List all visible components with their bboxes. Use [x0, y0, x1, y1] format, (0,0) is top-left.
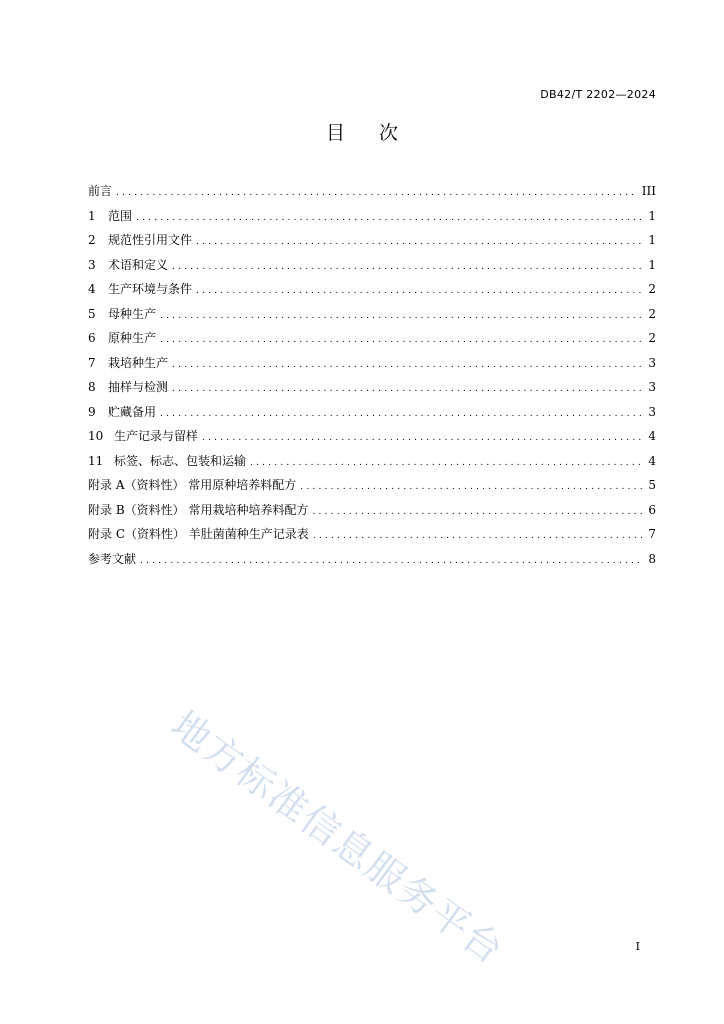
toc-entry-number: 8	[88, 380, 96, 394]
toc-entry-title: 参考文献	[88, 551, 137, 566]
toc-leader-dots	[160, 335, 644, 345]
page-number: I	[635, 940, 640, 953]
toc-leader-dots	[160, 311, 644, 321]
toc-leader-dots	[300, 482, 644, 492]
toc-entry-6[interactable]	[88, 329, 656, 354]
toc-entry-references[interactable]	[88, 550, 656, 575]
toc-entry-page: 1	[648, 208, 656, 223]
toc-entry-page: III	[641, 184, 656, 198]
toc-leader-dots	[196, 286, 644, 296]
toc-entry-title: 前言	[88, 184, 113, 198]
table-of-contents	[88, 182, 656, 574]
toc-entry-7[interactable]	[88, 354, 656, 379]
toc-entry-number: 2	[88, 233, 96, 247]
watermark: 地方标准信息服务平台	[163, 702, 513, 974]
toc-entry-number: 11	[88, 453, 104, 468]
toc-entry-page: 1	[648, 257, 656, 272]
toc-entry-title: 附录 B（资料性） 常用栽培种培养料配方	[88, 502, 309, 517]
toc-entry-title: 栽培种生产	[108, 355, 169, 370]
toc-entry-title: 原种生产	[108, 331, 157, 345]
toc-entry-page: 2	[648, 282, 656, 296]
toc-entry-title: 范围	[108, 208, 133, 223]
toc-entry-page: 2	[648, 306, 656, 321]
toc-leader-dots	[250, 458, 644, 468]
toc-leader-dots	[140, 556, 644, 566]
toc-entry-annex-a[interactable]	[88, 476, 656, 501]
toc-entry-page: 3	[648, 380, 656, 394]
toc-entry-11[interactable]	[88, 452, 656, 477]
toc-entry-title: 生产环境与条件	[108, 282, 193, 296]
toc-entry-annex-c[interactable]	[88, 525, 656, 550]
toc-entry-page: 4	[648, 453, 656, 468]
toc-entry-title: 规范性引用文件	[108, 233, 193, 247]
toc-entry-page: 6	[648, 502, 656, 517]
page-title: 目 次	[325, 122, 413, 144]
toc-entry-page: 4	[648, 429, 656, 443]
toc-entry-foreword[interactable]	[88, 182, 656, 207]
toc-leader-dots	[312, 507, 644, 517]
toc-leader-dots	[172, 384, 644, 394]
toc-entry-number: 5	[88, 306, 96, 321]
toc-entry-page: 3	[648, 355, 656, 370]
toc-entry-number: 1	[88, 208, 96, 223]
toc-entry-title: 附录 A（资料性） 常用原种培养料配方	[88, 478, 297, 492]
toc-entry-page: 1	[648, 233, 656, 247]
toc-entry-number: 7	[88, 355, 96, 370]
toc-entry-title: 标签、标志、包装和运输	[114, 453, 247, 468]
toc-entry-title: 术语和定义	[108, 257, 169, 272]
toc-entry-9[interactable]	[88, 403, 656, 428]
toc-entry-page: 2	[648, 331, 656, 345]
toc-entry-8[interactable]	[88, 378, 656, 403]
toc-entry-2[interactable]	[88, 231, 656, 256]
toc-entry-1[interactable]	[88, 207, 656, 232]
toc-entry-page: 7	[648, 527, 656, 541]
toc-entry-title: 贮藏备用	[108, 404, 157, 419]
toc-entry-3[interactable]	[88, 256, 656, 281]
toc-entry-number: 10	[88, 429, 104, 443]
toc-entry-5[interactable]	[88, 305, 656, 330]
toc-entry-number: 9	[88, 404, 96, 419]
document-code: DB42/T 2202—2024	[540, 88, 656, 101]
toc-leader-dots	[172, 360, 644, 370]
toc-entry-number: 4	[88, 282, 96, 296]
toc-leader-dots	[136, 213, 644, 223]
toc-entry-number: 3	[88, 257, 96, 272]
toc-entry-10[interactable]	[88, 427, 656, 452]
toc-entry-annex-b[interactable]	[88, 501, 656, 526]
toc-entry-title: 生产记录与留样	[114, 429, 199, 443]
toc-leader-dots	[116, 188, 638, 198]
toc-leader-dots	[172, 262, 644, 272]
toc-entry-4[interactable]	[88, 280, 656, 305]
toc-leader-dots	[313, 531, 644, 541]
toc-entry-number: 6	[88, 331, 96, 345]
toc-entry-page: 5	[648, 478, 656, 492]
toc-entry-page: 3	[648, 404, 656, 419]
toc-entry-page: 8	[648, 551, 656, 566]
toc-leader-dots	[202, 433, 644, 443]
toc-entry-title: 附录 C（资料性） 羊肚菌菌种生产记录表	[88, 527, 309, 541]
toc-entry-title: 抽样与检测	[108, 380, 169, 394]
toc-leader-dots	[160, 409, 644, 419]
toc-leader-dots	[196, 237, 644, 247]
toc-entry-title: 母种生产	[108, 306, 157, 321]
